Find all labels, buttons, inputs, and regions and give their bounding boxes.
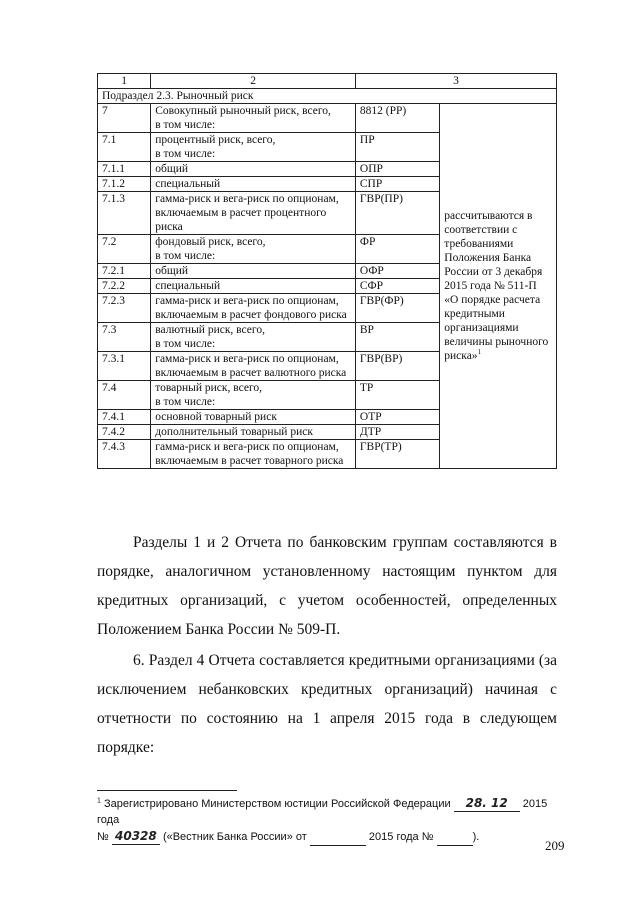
row-number: 7.4.2	[98, 425, 151, 440]
row-name	[151, 294, 356, 323]
footnote-bulletin-year: 2015 года №	[368, 831, 434, 843]
handwritten-reg-number: 40328	[112, 828, 160, 845]
footnote-rule	[97, 790, 237, 791]
calculation-note	[440, 104, 557, 469]
blank-date	[310, 829, 366, 846]
row-name-subline: в том числе:	[155, 396, 216, 408]
header-cell: 2	[151, 74, 356, 89]
row-name	[151, 410, 356, 425]
row-name	[151, 133, 356, 162]
row-name	[151, 323, 356, 352]
row-number: 7.4.3	[98, 440, 151, 469]
row-name-text: специальный	[155, 178, 221, 190]
row-number: 7	[98, 104, 151, 133]
footnote-line-2	[97, 828, 567, 846]
row-code: ОТР	[355, 410, 439, 425]
row-number: 7.1.2	[98, 177, 151, 192]
section-title: Подраздел 2.3. Рыночный риск	[98, 89, 557, 104]
row-code: ГВР(ФР)	[355, 294, 439, 323]
row-name-text: гамма-риск и вега-риск по опционам, включаемым в расчет фондового риска	[155, 295, 347, 321]
footnote-year: 2015 года	[97, 798, 548, 826]
row-code: СПР	[355, 177, 439, 192]
row-name-subline: в том числе:	[155, 250, 216, 262]
row-name-text: Совокупный рыночный риск, всего,	[155, 105, 331, 117]
paragraph-2: 6. Раздел 4 Отчета составляется кредитными организациями (за исключением небанковских кредитных организаций) начиная с отчетности по состоянию на 1 апреля 2015 года в следующем порядке:	[97, 652, 557, 756]
row-number: 7.3.1	[98, 352, 151, 381]
row-name-text: товарный риск, всего,	[155, 382, 263, 394]
footnote-reference: 1	[477, 348, 482, 357]
footnote-closing: ).	[472, 831, 480, 843]
handwritten-date: 28. 12	[454, 795, 520, 812]
row-number: 7.4.1	[98, 410, 151, 425]
row-name-text: общий	[155, 265, 188, 277]
section-title-row	[98, 89, 557, 104]
row-name-text: специальный	[155, 280, 221, 292]
row-name	[151, 279, 356, 294]
row-name-text: фондовый риск, всего,	[155, 236, 266, 248]
row-name-text: валютный риск, всего,	[155, 324, 265, 336]
row-number: 7.2	[98, 235, 151, 264]
blank-number	[437, 829, 473, 846]
row-code: ТР	[355, 381, 439, 410]
row-number: 7.3	[98, 323, 151, 352]
row-name	[151, 264, 356, 279]
page-number: 209	[545, 838, 565, 853]
table-header-row	[98, 74, 557, 89]
row-code: ГВР(ПР)	[355, 192, 439, 235]
row-name-text: общий	[155, 163, 188, 175]
row-name	[151, 381, 356, 410]
row-code: 8812 (РР)	[355, 104, 439, 133]
row-name	[151, 235, 356, 264]
row-name-text: гамма-риск и вега-риск по опционам, включаемым в расчет товарного риска	[155, 441, 344, 467]
market-risk-table	[97, 73, 557, 469]
row-name	[151, 104, 356, 133]
footnote-bulletin: («Вестник Банка России» от	[162, 831, 307, 843]
footnote-text: Зарегистрировано Министерством юстиции Российской Федерации	[103, 798, 451, 810]
row-name	[151, 440, 356, 469]
row-name-text: процентный риск, всего,	[155, 134, 276, 146]
row-name-text: дополнительный товарный риск	[155, 426, 313, 438]
row-name-text: основной товарный риск	[155, 411, 277, 423]
row-number: 7.1.3	[98, 192, 151, 235]
row-name	[151, 352, 356, 381]
row-number: 7.2.1	[98, 264, 151, 279]
row-name	[151, 425, 356, 440]
row-number: 7.1	[98, 133, 151, 162]
header-cell: 3	[355, 74, 556, 89]
row-name	[151, 192, 356, 235]
row-code: ГВР(ТР)	[355, 440, 439, 469]
paragraph-1: Разделы 1 и 2 Отчета по банковским группам составляются в порядке, аналогичном установленному настоящим пунктом для кредитных организаций, с учетом особенностей, определенных Положением Банка России № 509-П.	[97, 534, 557, 638]
footnote	[97, 795, 567, 846]
row-code: ДТР	[355, 425, 439, 440]
row-name-subline: в том числе:	[155, 119, 216, 131]
row-code: ОФР	[355, 264, 439, 279]
table-row	[98, 104, 557, 133]
row-name-text: гамма-риск и вега-риск по опционам, включаемым в расчет процентного риска	[155, 193, 339, 233]
row-name-subline: в том числе:	[155, 338, 216, 350]
row-number: 7.2.3	[98, 294, 151, 323]
calculation-note-text: рассчитываются в соответствии с требованиями Положения Банка России от 3 декабря 2015 года № 511-П «О порядке расчета кредитными организациями величины рыночного риска»	[444, 210, 549, 362]
row-code: ВР	[355, 323, 439, 352]
row-number: 7.2.2	[98, 279, 151, 294]
row-name-subline: в том числе:	[155, 148, 216, 160]
row-name	[151, 162, 356, 177]
header-cell: 1	[98, 74, 151, 89]
row-code: СФР	[355, 279, 439, 294]
row-code: ФР	[355, 235, 439, 264]
row-number: 7.1.1	[98, 162, 151, 177]
row-name-text: гамма-риск и вега-риск по опционам, включаемым в расчет валютного риска	[155, 353, 347, 379]
row-code: ПР	[355, 133, 439, 162]
footnote-line-1	[97, 795, 567, 828]
row-code: ОПР	[355, 162, 439, 177]
footnote-mark: 1	[97, 797, 101, 805]
row-number: 7.4	[98, 381, 151, 410]
row-code: ГВР(ВР)	[355, 352, 439, 381]
row-name	[151, 177, 356, 192]
footnote-number-label: №	[97, 831, 109, 843]
